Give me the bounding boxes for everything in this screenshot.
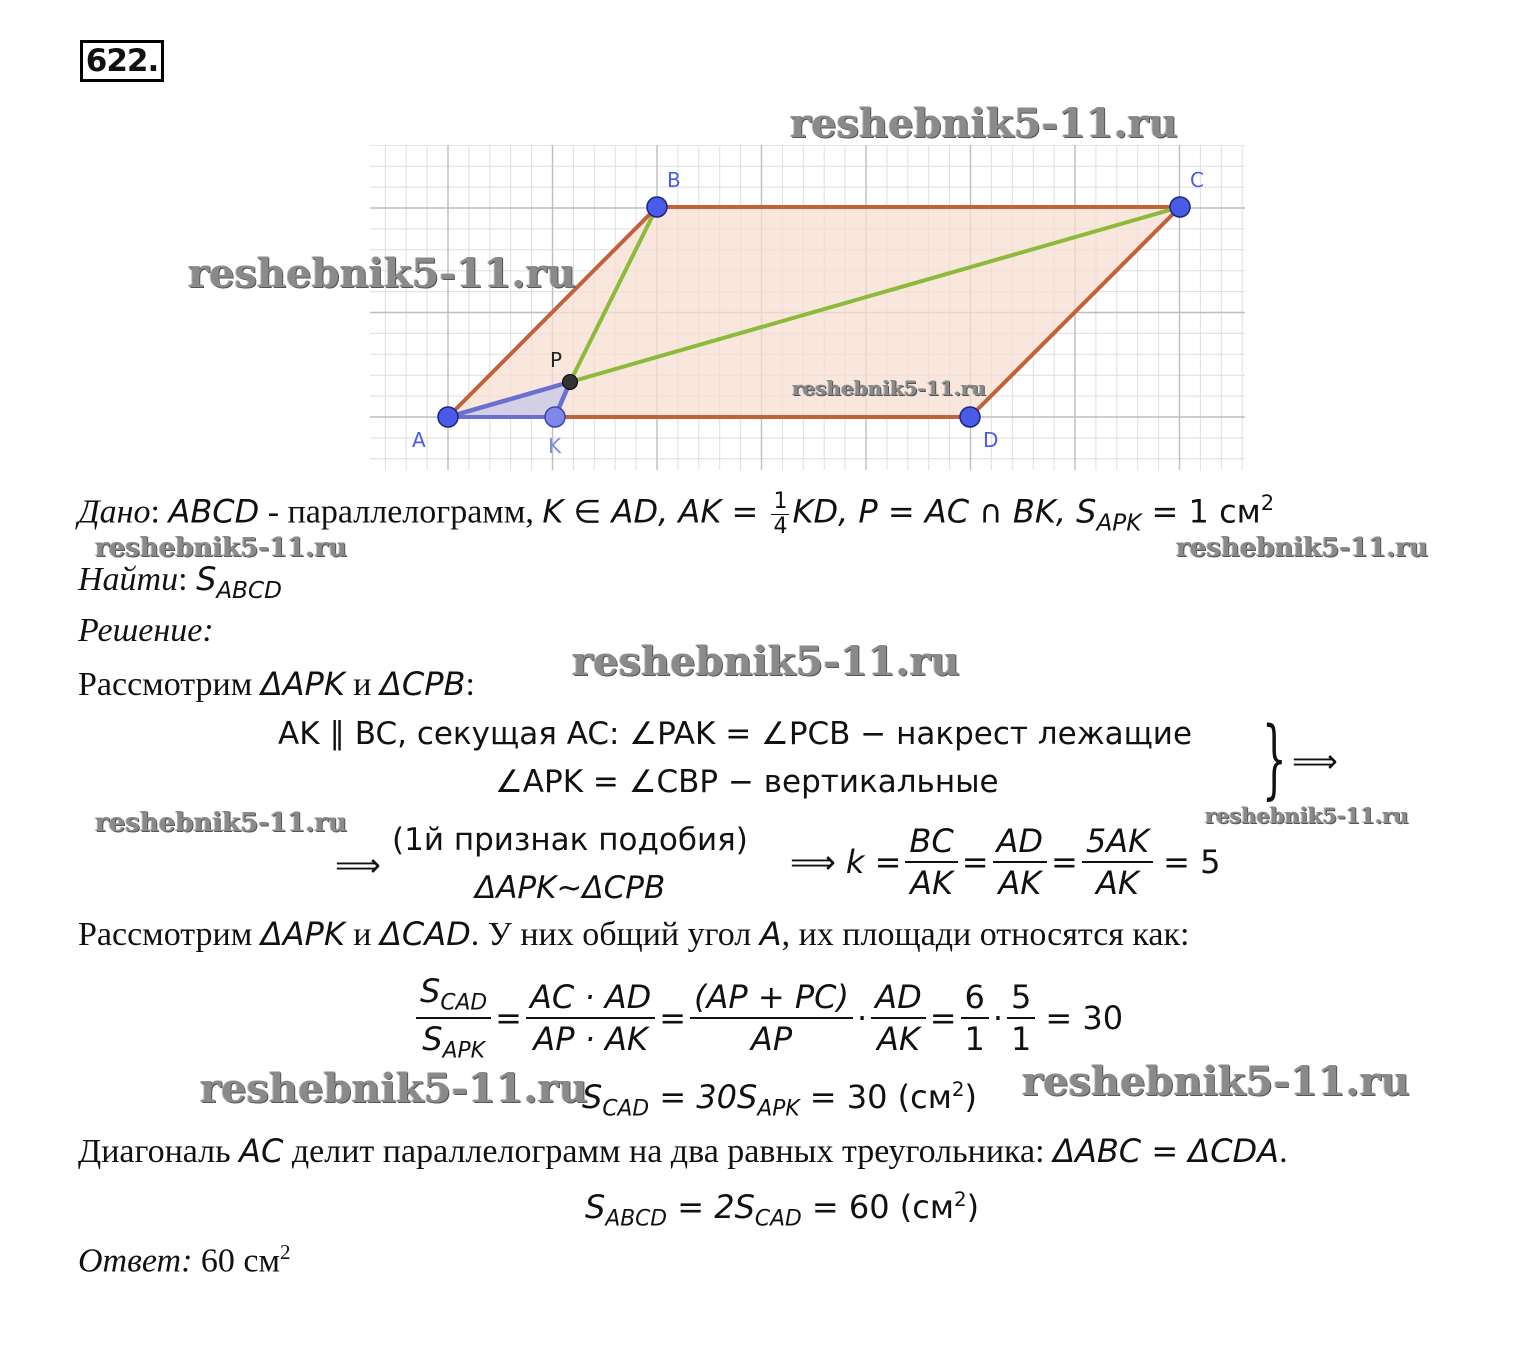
answer-line: Ответ: 60 $см^2$	[78, 1240, 291, 1280]
implies-arrow-2: ⟹	[335, 846, 381, 884]
watermark-7: reshebnik5-11.ru	[95, 808, 348, 838]
point-d	[960, 407, 980, 427]
label-b: B	[667, 168, 681, 192]
sabcd-equation: $S_{ABCD} = 2S_{CAD} = 60$ $(см^2)$	[585, 1188, 980, 1232]
watermark-6: reshebnik5-11.ru	[572, 638, 960, 685]
similarity-criterion: (1й признак подобия)	[392, 822, 748, 858]
watermark-9: reshebnik5-11.ru	[200, 1065, 588, 1112]
parallelogram-figure	[370, 145, 1245, 470]
find-line: Найти: $S_{ABCD}$	[78, 560, 282, 605]
similarity-ratio: ⟹ k = $\frac{BC}{AK}$ = $\frac{AD}{AK}$ = $\frac{5AK}{AK}$ = 5	[790, 822, 1221, 902]
brace-line-1: AK ∥ BC, секущая AC: ∠PAK = ∠PCB − накрест лежащие	[278, 716, 1193, 752]
point-p	[563, 375, 578, 390]
watermark-8: reshebnik5-11.ru	[1205, 803, 1409, 828]
watermark-4: reshebnik5-11.ru	[95, 533, 348, 563]
point-b	[647, 197, 667, 217]
watermark-3: reshebnik5-11.ru	[792, 376, 986, 400]
watermark-2: reshebnik5-11.ru	[188, 250, 576, 297]
similarity-statement: ΔAPK~ΔCPB	[475, 870, 666, 906]
watermark-5: reshebnik5-11.ru	[1176, 533, 1429, 563]
area-ratio: $\frac{S_{CAD}}{S_{APK}}$ = $\frac{AC \cdot AD}{AP \cdot AK}$ = $\frac{(AP + PC)}{AP}$ · $\frac{AD}{AK}$ = $\frac{6}{1}$ · $\frac{5}{1}$ = 30	[412, 966, 1123, 1070]
label-c: C	[1190, 168, 1204, 192]
label-p: P	[550, 348, 563, 372]
right-brace: }	[1262, 709, 1287, 809]
point-c	[1170, 197, 1190, 217]
answer-label: Ответ:	[78, 1242, 193, 1280]
point-k	[545, 407, 565, 427]
fraction-one-quarter: $\frac{1}{4}$	[773, 489, 788, 540]
label-a: A	[412, 428, 426, 452]
watermark-1: reshebnik5-11.ru	[790, 100, 1178, 147]
answer-value: 60 см	[192, 1242, 280, 1280]
scad-equation: $S_{CAD} = 30S_{APK} = 30$ $(см^2)$	[582, 1078, 977, 1122]
point-a	[438, 407, 458, 427]
problem-number: 622.	[80, 40, 164, 82]
diagonal-statement: Диагональ AC делит параллелограмм на два равных треугольника: ΔABC = ΔCDA.	[78, 1132, 1288, 1170]
given-label: Дано	[78, 493, 151, 531]
watermark-10: reshebnik5-11.ru	[1022, 1058, 1410, 1105]
consider-1: Рассмотрим ΔAPK и ΔCPB:	[78, 665, 475, 703]
consider-2: Рассмотрим ΔAPK и ΔCAD. У них общий угол A, их площади относятся как:	[78, 915, 1190, 953]
label-d: D	[983, 428, 999, 452]
given-line: Дано: ABCD - параллелограмм, K ∈ AD, AK = $\frac{1}{4}$ KD, P = AC ∩ BK, $S_{APK} = 1$ $см^2$	[78, 489, 1275, 540]
label-k: K	[548, 434, 562, 458]
brace-line-2: ∠APK = ∠CBP − вертикальные	[495, 764, 999, 800]
find-label: Найти	[78, 561, 179, 598]
implies-arrow-1: ⟹	[1292, 742, 1338, 780]
solution-label: Решение:	[78, 612, 214, 649]
